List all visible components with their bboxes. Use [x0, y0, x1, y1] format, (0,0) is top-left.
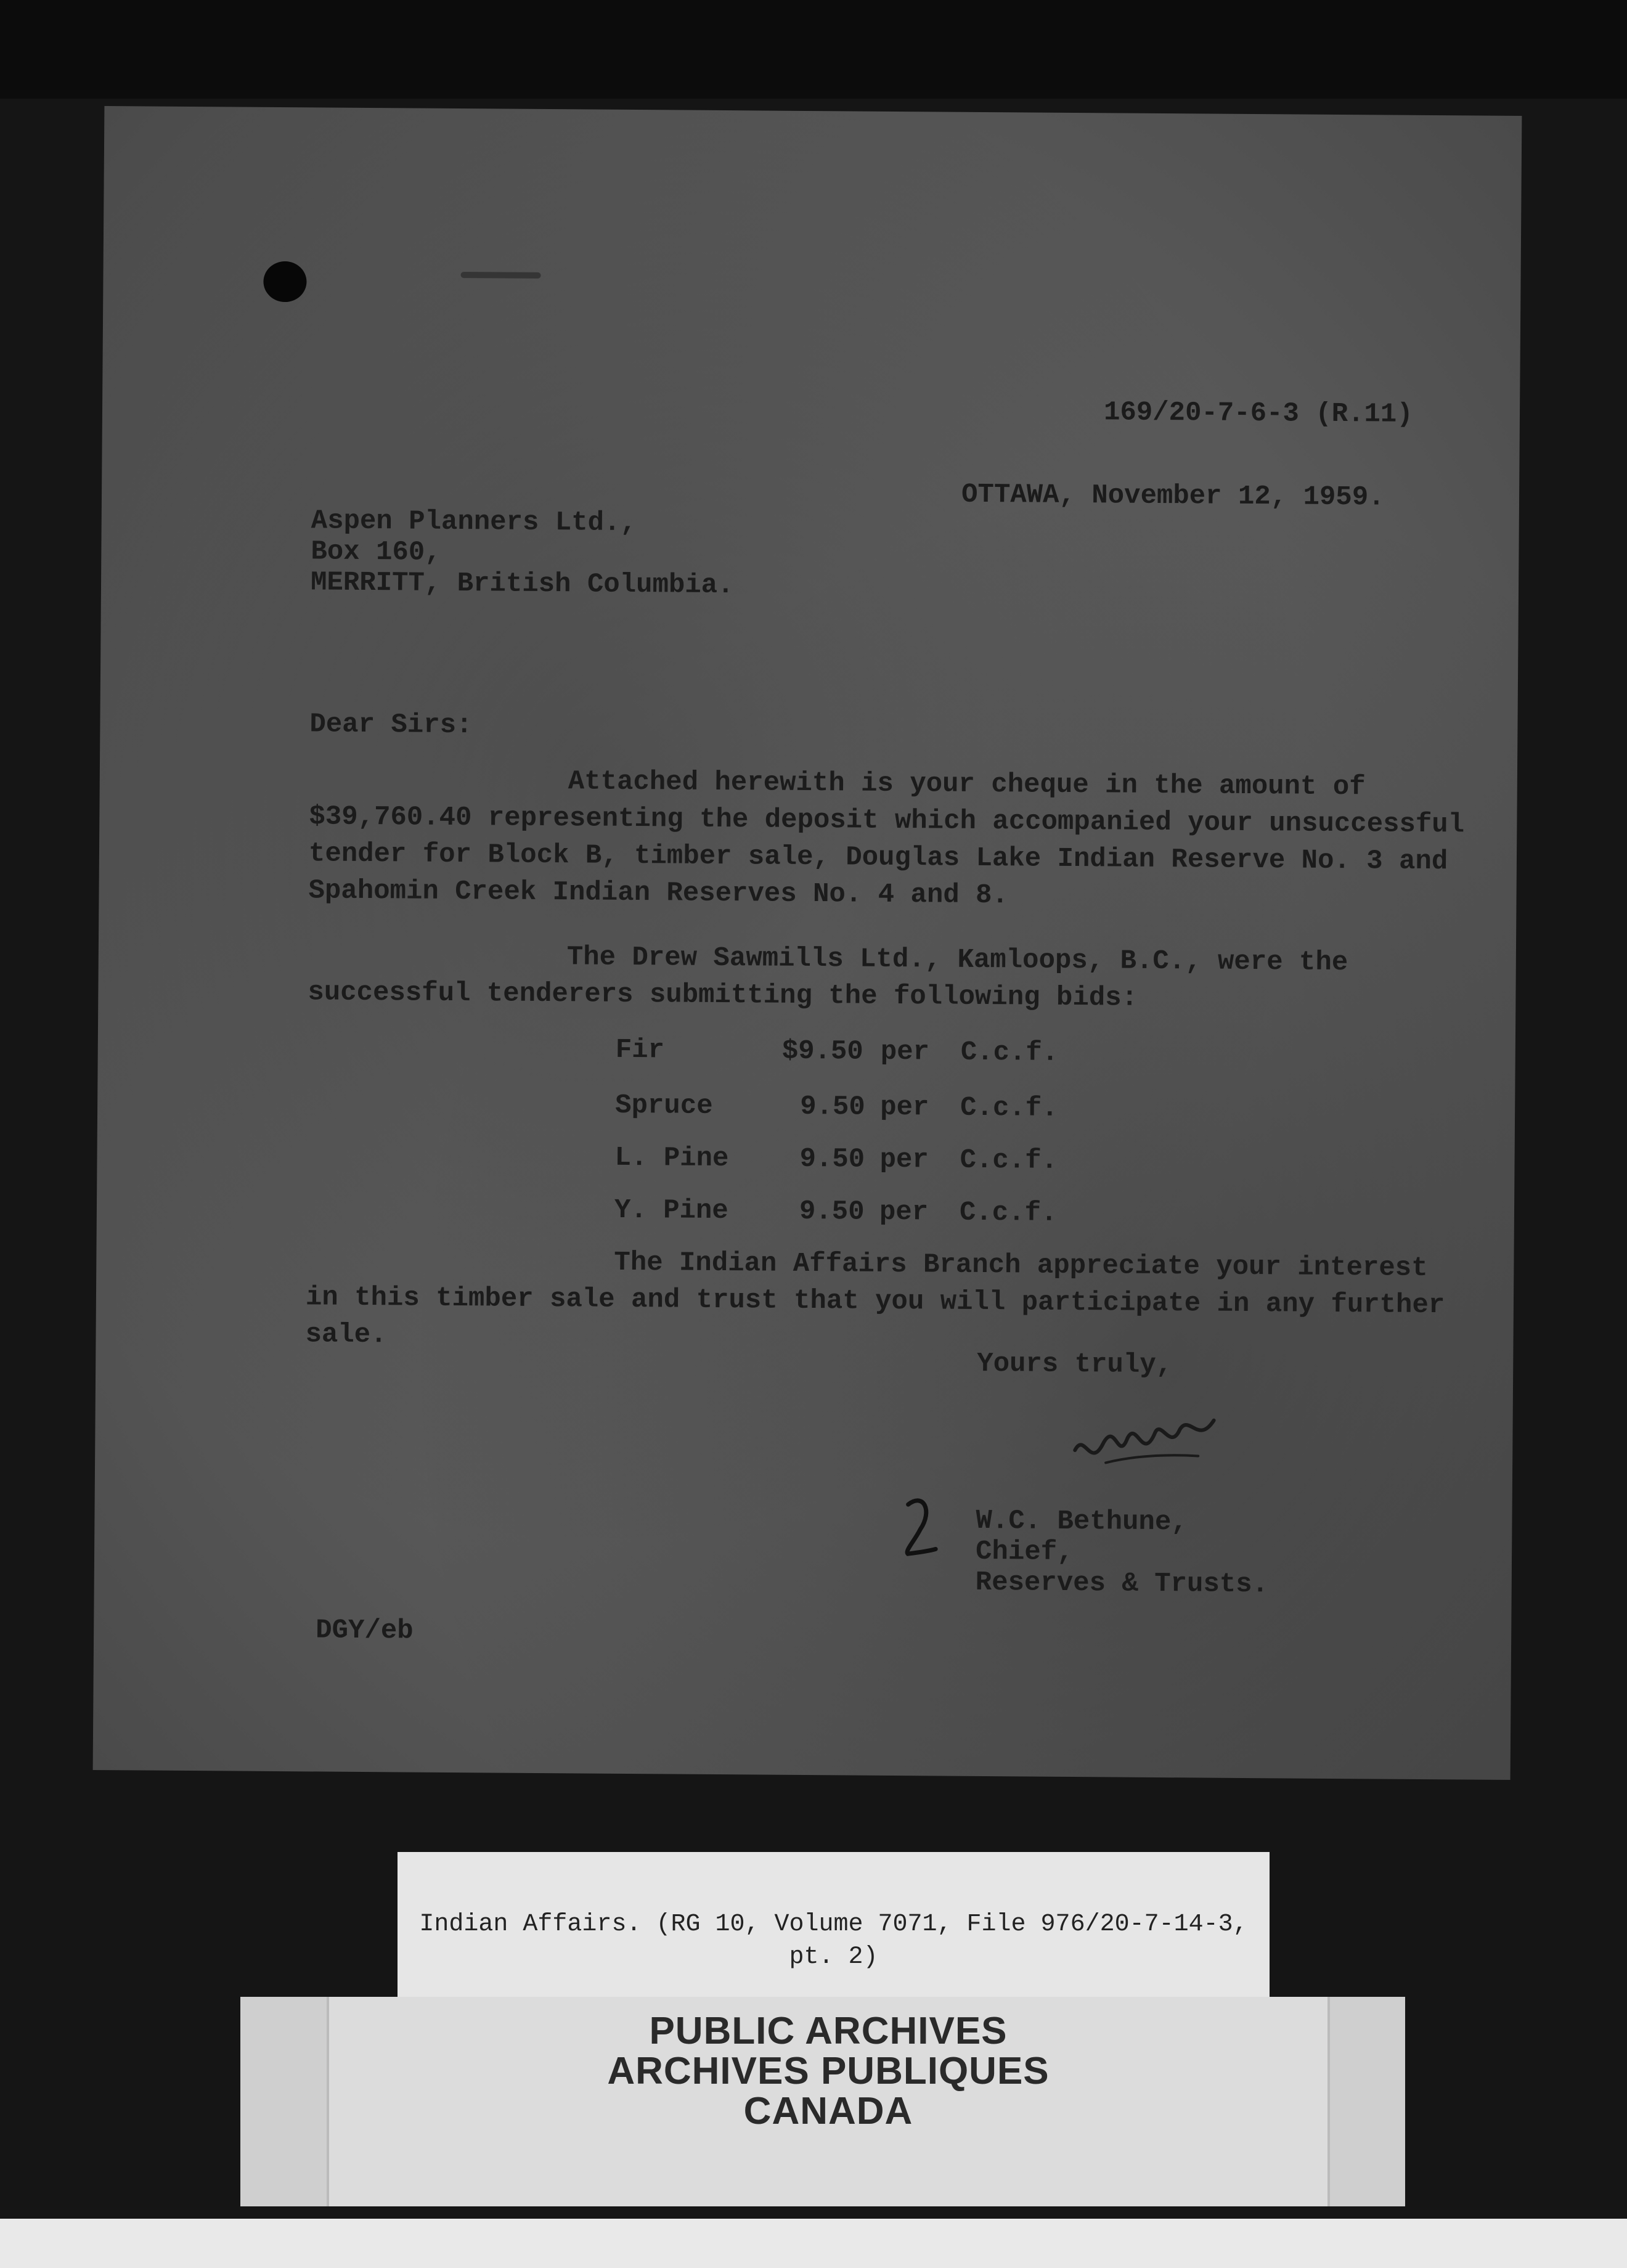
addressee-line: Aspen Planners Ltd.,: [311, 505, 637, 539]
bid-species: L. Pine: [614, 1142, 729, 1175]
signatory-line: W.C. Bethune,: [976, 1505, 1188, 1538]
paragraph-line: Attached herewith is your cheque in the amount of: [568, 766, 1366, 803]
date-line: OTTAWA, November 12, 1959.: [961, 479, 1385, 513]
smudge-mark: [461, 272, 541, 279]
archive-stamp-panel: [327, 1997, 1330, 2206]
file-reference: 169/20-7-6-3 (R.11): [1103, 397, 1413, 430]
paragraph-line: The Indian Affairs Branch appreciate your interest: [614, 1247, 1428, 1284]
bid-species: Y. Pine: [614, 1194, 728, 1227]
bid-price: $9.50: [781, 1035, 863, 1067]
paragraph-line: sale.: [305, 1319, 387, 1351]
bid-species: Spruce: [614, 1090, 713, 1122]
bid-price: 9.50: [799, 1143, 865, 1175]
signatory-line: Reserves & Trusts.: [975, 1567, 1269, 1601]
salutation: Dear Sirs:: [309, 709, 473, 741]
letter-page: [93, 106, 1522, 1780]
archive-stamp-line: ARCHIVES PUBLIQUES: [607, 2050, 1050, 2092]
bid-unit: C.c.f.: [960, 1037, 1059, 1069]
paragraph-line: in this timber sale and trust that you will participate in any further: [305, 1282, 1445, 1321]
archive-reference-line: pt. 2): [789, 1943, 878, 1971]
addressee-line: MERRITT, British Columbia.: [310, 567, 734, 602]
paragraph-line: successful tenderers submitting the following bids:: [308, 977, 1138, 1014]
bid-per: per: [879, 1144, 929, 1176]
film-edge-bottom: [0, 2219, 1627, 2268]
paragraph-line: tender for Block B, timber sale, Douglas Lake Indian Reserve No. 3 and: [308, 838, 1448, 878]
paragraph-line: Spahomin Creek Indian Reserves No. 4 and 8.: [308, 875, 1009, 912]
signatory-line: Chief,: [975, 1536, 1074, 1568]
bid-price: 9.50: [799, 1196, 865, 1228]
archive-reference-line: Indian Affairs. (RG 10, Volume 7071, File 976/20-7-14-3,: [419, 1911, 1248, 1938]
bid-per: per: [879, 1091, 929, 1124]
bid-unit: C.c.f.: [959, 1197, 1058, 1229]
closing: Yours truly,: [977, 1348, 1173, 1381]
bid-species: Fir: [615, 1034, 665, 1066]
bid-unit: C.c.f.: [960, 1092, 1058, 1124]
typist-initials: DGY/eb: [316, 1615, 414, 1647]
paragraph-line: The Drew Sawmills Ltd., Kamloops, B.C., were the: [566, 942, 1348, 979]
archive-stamp-line: PUBLIC ARCHIVES: [649, 2010, 1008, 2052]
archive-reference-label: [398, 1852, 1270, 2012]
punch-hole: [263, 261, 306, 302]
addressee-line: Box 160,: [311, 536, 441, 568]
film-edge-top: [0, 0, 1627, 99]
bid-unit: C.c.f.: [960, 1144, 1058, 1177]
paragraph-line: $39,760.40 representing the deposit which accompanied your unsuccessful: [309, 801, 1465, 841]
bid-per: per: [880, 1036, 930, 1068]
bid-price: 9.50: [799, 1091, 865, 1123]
archive-stamp-line: CANADA: [743, 2090, 913, 2132]
bid-per: per: [879, 1196, 929, 1228]
archive-stamp: [240, 1997, 1405, 2206]
handwritten-signature: [1069, 1395, 1229, 1482]
handwritten-mark: [895, 1492, 945, 1560]
